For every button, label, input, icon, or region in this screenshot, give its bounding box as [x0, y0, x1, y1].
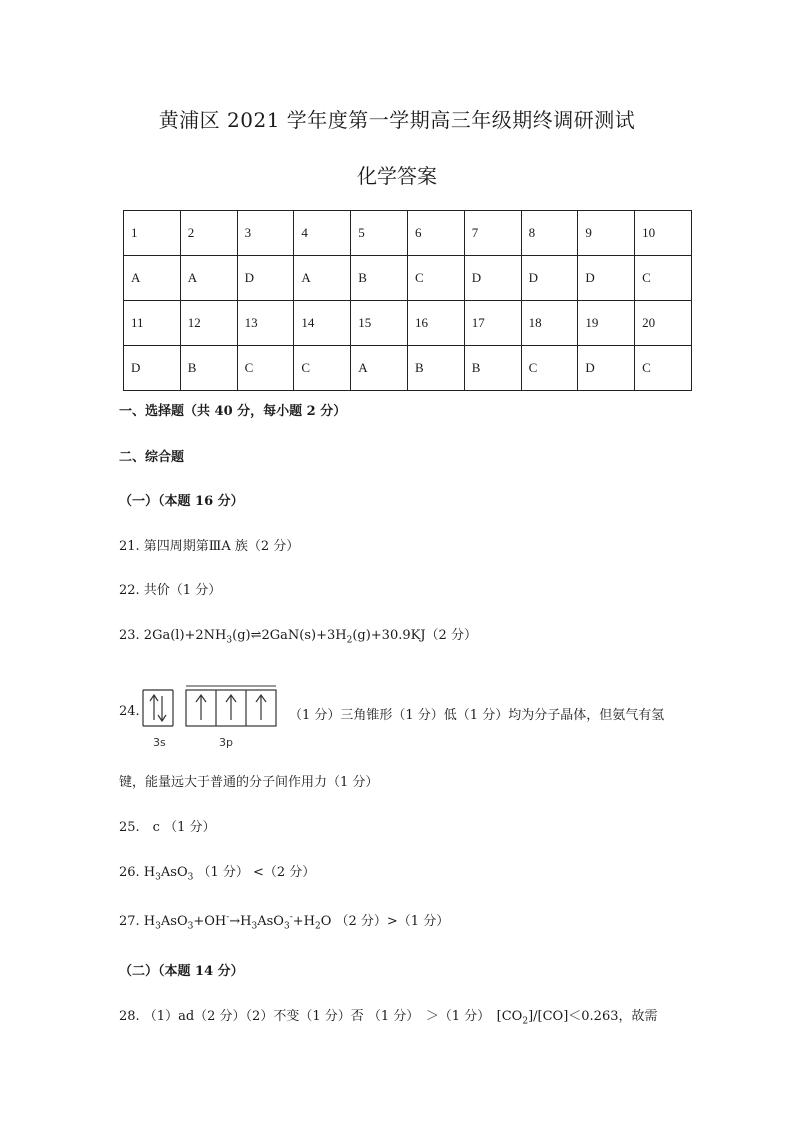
answer-27: 27. $H_3AsO_3+OH^-\to H_3AsO_3^-+H_2O$ （2 分）>（1 分）: [119, 912, 450, 932]
answer-cell: B: [351, 256, 408, 301]
question-number-cell: 9: [578, 211, 635, 256]
question-number-cell: 13: [237, 301, 294, 346]
answer-24-number: 24.: [119, 704, 140, 719]
answer-cell: C: [635, 256, 692, 301]
question-number-cell: 4: [294, 211, 351, 256]
section-choice-heading: 一、选择题（共 40 分，每小题 2 分）: [119, 404, 347, 419]
answer-23: 23. $2Ga(l)+2NH_3(g)\rightleftharpoons 2GaN(s)+3H_2(g)+30.9KJ(2$ 分）: [119, 628, 477, 646]
question-number-cell: 20: [635, 301, 692, 346]
question-number-cell: 17: [464, 301, 521, 346]
answer-24-text-continued: 键，能量远大于普通的分子间作用力（1 分）: [119, 775, 379, 790]
answer-cell: D: [521, 256, 578, 301]
answer-cell: C: [521, 346, 578, 391]
question-number-cell: 14: [294, 301, 351, 346]
question-number-cell: 16: [407, 301, 464, 346]
answer-cell: A: [294, 256, 351, 301]
question-number-cell: 3: [237, 211, 294, 256]
question-number-cell: 15: [351, 301, 408, 346]
orbital-diagram: [140, 680, 285, 756]
answer-cell: D: [237, 256, 294, 301]
answer-cell: A: [124, 256, 181, 301]
page-subtitle: 化学答案: [357, 164, 437, 188]
answer-cell: B: [180, 346, 237, 391]
answer-cell: C: [407, 256, 464, 301]
question-number-cell: 10: [635, 211, 692, 256]
answer-row: [124, 256, 692, 301]
question-number-cell: 12: [180, 301, 237, 346]
part-one-heading: （一）（本题 16 分）: [119, 494, 244, 509]
answer-cell: A: [180, 256, 237, 301]
question-number-cell: 11: [124, 301, 181, 346]
answer-21: 21. 第四周期第ⅢA 族（2 分）: [119, 539, 300, 554]
page-title: 黄浦区 2021 学年度第一学期高三年级期终调研测试: [158, 108, 636, 132]
answer-cell: D: [578, 256, 635, 301]
question-number-cell: 7: [464, 211, 521, 256]
answer-row: [124, 346, 692, 391]
part-two-heading: （二）（本题 14 分）: [119, 964, 244, 979]
answer-cell: B: [464, 346, 521, 391]
question-number-cell: 18: [521, 301, 578, 346]
answer-cell: D: [464, 256, 521, 301]
answer-28: 28. （1）ad（2 分）（2）不变（1 分）否 （1 分） ＞（1 分） $[CO_2]/[CO]<0.263$，故需: [119, 1009, 658, 1027]
question-number-cell: 6: [407, 211, 464, 256]
answer-22: 22. 共价（1 分）: [119, 583, 222, 598]
question-number-cell: 2: [180, 211, 237, 256]
answer-cell: B: [407, 346, 464, 391]
answer-cell: C: [237, 346, 294, 391]
question-number-cell: 5: [351, 211, 408, 256]
question-number-cell: 1: [124, 211, 181, 256]
question-number-row: [124, 211, 692, 256]
question-number-row: [124, 301, 692, 346]
answer-table: [123, 210, 692, 391]
answer-cell: C: [635, 346, 692, 391]
answer-cell: C: [294, 346, 351, 391]
question-number-cell: 19: [578, 301, 635, 346]
answer-cell: A: [351, 346, 408, 391]
answer-cell: D: [124, 346, 181, 391]
question-number-cell: 8: [521, 211, 578, 256]
answer-24-text: （1 分）三角锥形（1 分）低（1 分）均为分子晶体，但氨气有氢: [289, 708, 665, 723]
orbital-label-3p: 3p: [219, 736, 233, 749]
answer-25: 25. c （1 分）: [119, 820, 216, 835]
orbital-label-3s: 3s: [153, 736, 166, 749]
answer-cell: D: [578, 346, 635, 391]
section-comprehensive-heading: 二、综合题: [119, 450, 185, 465]
answer-26: 26. $H_3AsO_3$ （1 分） <（2 分）: [119, 865, 316, 883]
